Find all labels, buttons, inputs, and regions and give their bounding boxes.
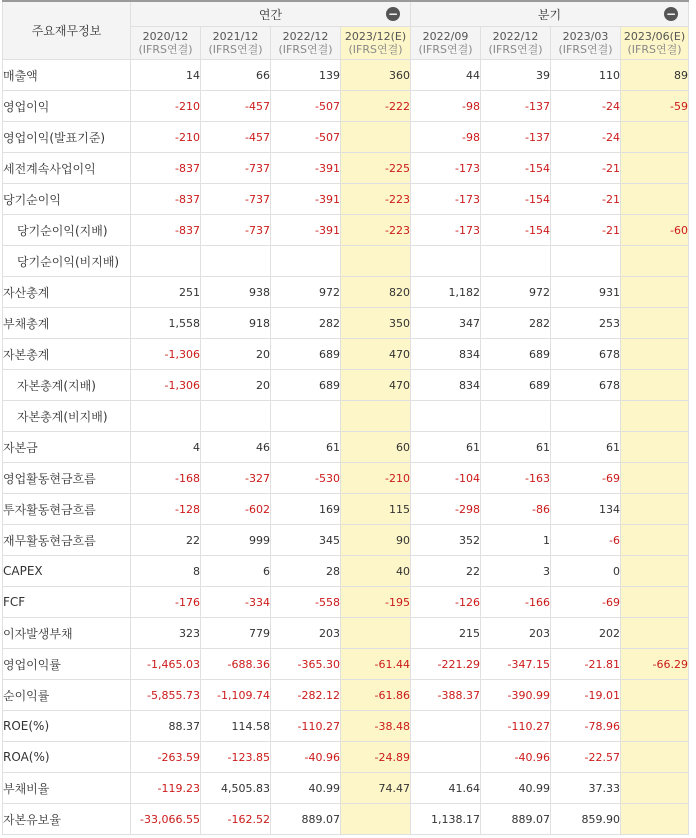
row-label: 자본유보율 (3, 804, 131, 835)
period-basis: (IFRS연결) (418, 43, 473, 56)
period-basis: (IFRS연결) (138, 43, 193, 56)
period-date: 2023/12(E) (344, 30, 407, 43)
value-cell: 40.99 (481, 773, 551, 804)
group-header-row (3, 1, 689, 27)
value-cell: 323 (131, 618, 201, 649)
value-cell: -61.44 (341, 649, 411, 680)
row-label: 세전계속사업이익 (3, 153, 131, 184)
value-cell: -391 (271, 184, 341, 215)
value-cell: 470 (341, 370, 411, 401)
value-cell: -365.30 (271, 649, 341, 680)
value-cell (411, 401, 481, 432)
table-row (3, 525, 689, 556)
table-row (3, 556, 689, 587)
value-cell: -98 (411, 122, 481, 153)
value-cell (621, 432, 689, 463)
value-cell: -390.99 (481, 680, 551, 711)
value-cell: 61 (271, 432, 341, 463)
value-cell: -391 (271, 153, 341, 184)
value-cell: 14 (131, 60, 201, 91)
table-row (3, 618, 689, 649)
value-cell: -837 (131, 184, 201, 215)
table-row (3, 60, 689, 91)
value-cell: 139 (271, 60, 341, 91)
value-cell: 20 (201, 370, 271, 401)
row-label: 순이익률 (3, 680, 131, 711)
value-cell: -119.23 (131, 773, 201, 804)
value-cell: -166 (481, 587, 551, 618)
table-row (3, 184, 689, 215)
value-cell: -6 (551, 525, 621, 556)
value-cell: 215 (411, 618, 481, 649)
value-cell: -225 (341, 153, 411, 184)
row-label: 영업이익(발표기준) (3, 122, 131, 153)
table-row (3, 804, 689, 835)
annual-group-header (131, 1, 411, 27)
value-cell: 203 (271, 618, 341, 649)
value-cell (341, 618, 411, 649)
value-cell: -24 (551, 91, 621, 122)
value-cell: -388.37 (411, 680, 481, 711)
value-cell (621, 742, 689, 773)
value-cell: -210 (131, 122, 201, 153)
table-row (3, 215, 689, 246)
value-cell: -602 (201, 494, 271, 525)
value-cell (621, 184, 689, 215)
value-cell: -457 (201, 122, 271, 153)
period-header (131, 27, 201, 60)
row-label: 자본총계(지배) (3, 370, 131, 401)
value-cell: 61 (481, 432, 551, 463)
row-label: 영업활동현금흐름 (3, 463, 131, 494)
value-cell: -40.96 (481, 742, 551, 773)
value-cell: 3 (481, 556, 551, 587)
value-cell: -391 (271, 215, 341, 246)
table-row (3, 711, 689, 742)
row-label: 매출액 (3, 60, 131, 91)
row-label: 자본금 (3, 432, 131, 463)
period-header (201, 27, 271, 60)
value-cell: 22 (411, 556, 481, 587)
value-cell (481, 246, 551, 277)
value-cell: 834 (411, 339, 481, 370)
value-cell: 352 (411, 525, 481, 556)
value-cell: -176 (131, 587, 201, 618)
period-header (621, 27, 689, 60)
value-cell: -737 (201, 215, 271, 246)
table-row (3, 153, 689, 184)
table-row (3, 649, 689, 680)
value-cell: -837 (131, 153, 201, 184)
value-cell (621, 277, 689, 308)
value-cell: 834 (411, 370, 481, 401)
row-label: 투자활동현금흐름 (3, 494, 131, 525)
value-cell: -558 (271, 587, 341, 618)
value-cell (621, 246, 689, 277)
value-cell: -78.96 (551, 711, 621, 742)
period-date: 2023/06(E) (623, 30, 686, 43)
value-cell: -21 (551, 153, 621, 184)
period-basis: (IFRS연결) (488, 43, 543, 56)
value-cell (621, 494, 689, 525)
value-cell: 0 (551, 556, 621, 587)
value-cell: 20 (201, 339, 271, 370)
value-cell: 41.64 (411, 773, 481, 804)
row-label: 이자발생부채 (3, 618, 131, 649)
value-cell: -98 (411, 91, 481, 122)
row-label: 영업이익 (3, 91, 131, 122)
value-cell: -688.36 (201, 649, 271, 680)
value-cell: 689 (271, 370, 341, 401)
value-cell: -38.48 (341, 711, 411, 742)
value-cell: 820 (341, 277, 411, 308)
value-cell (621, 525, 689, 556)
table-row (3, 463, 689, 494)
period-basis: (IFRS연결) (627, 43, 682, 56)
value-cell: -86 (481, 494, 551, 525)
value-cell (621, 587, 689, 618)
value-cell (621, 339, 689, 370)
value-cell (131, 401, 201, 432)
value-cell: 889.07 (481, 804, 551, 835)
value-cell: 918 (201, 308, 271, 339)
value-cell (621, 370, 689, 401)
value-cell: 4,505.83 (201, 773, 271, 804)
value-cell: 938 (201, 277, 271, 308)
period-basis: (IFRS연결) (278, 43, 333, 56)
value-cell: 678 (551, 339, 621, 370)
table-row (3, 91, 689, 122)
period-date: 2022/09 (422, 30, 469, 43)
value-cell: -298 (411, 494, 481, 525)
value-cell: -223 (341, 215, 411, 246)
row-label: 영업이익률 (3, 649, 131, 680)
value-cell: 28 (271, 556, 341, 587)
quarter-label: 분기 (537, 7, 562, 22)
value-cell: 347 (411, 308, 481, 339)
value-cell: -33,066.55 (131, 804, 201, 835)
value-cell: -5,855.73 (131, 680, 201, 711)
value-cell (341, 401, 411, 432)
value-cell: 90 (341, 525, 411, 556)
value-cell: -128 (131, 494, 201, 525)
table-row (3, 401, 689, 432)
value-cell: 202 (551, 618, 621, 649)
value-cell (201, 246, 271, 277)
value-cell: 6 (201, 556, 271, 587)
value-cell (551, 246, 621, 277)
row-label: FCF (3, 587, 131, 618)
value-cell: -137 (481, 122, 551, 153)
table-row (3, 587, 689, 618)
value-cell: 46 (201, 432, 271, 463)
row-label: 자산총계 (3, 277, 131, 308)
quarter-collapse-icon[interactable]: − (665, 7, 677, 21)
value-cell: -507 (271, 91, 341, 122)
value-cell: 169 (271, 494, 341, 525)
value-cell: 66 (201, 60, 271, 91)
value-cell: 40 (341, 556, 411, 587)
value-cell (131, 246, 201, 277)
value-cell: -110.27 (271, 711, 341, 742)
value-cell: -507 (271, 122, 341, 153)
value-cell: 4 (131, 432, 201, 463)
period-basis: (IFRS연결) (558, 43, 613, 56)
value-cell: -173 (411, 153, 481, 184)
value-cell: -737 (201, 184, 271, 215)
value-cell: -168 (131, 463, 201, 494)
table-row (3, 308, 689, 339)
value-cell: -1,109.74 (201, 680, 271, 711)
value-cell: 1,182 (411, 277, 481, 308)
value-cell: -154 (481, 153, 551, 184)
value-cell (411, 742, 481, 773)
value-cell: -163 (481, 463, 551, 494)
value-cell: -24.89 (341, 742, 411, 773)
value-cell: -154 (481, 184, 551, 215)
value-cell: -69 (551, 587, 621, 618)
row-label: 당기순이익 (3, 184, 131, 215)
value-cell (551, 401, 621, 432)
value-cell: 689 (481, 370, 551, 401)
period-date: 2022/12 (282, 30, 329, 43)
period-basis: (IFRS연결) (208, 43, 263, 56)
table-row (3, 494, 689, 525)
value-cell: 203 (481, 618, 551, 649)
value-cell: -210 (131, 91, 201, 122)
value-cell: -123.85 (201, 742, 271, 773)
value-cell: 61 (551, 432, 621, 463)
value-cell: 1,138.17 (411, 804, 481, 835)
value-cell: -40.96 (271, 742, 341, 773)
table-title: 주요재무정보 (3, 1, 131, 60)
value-cell: -21.81 (551, 649, 621, 680)
value-cell: 61 (411, 432, 481, 463)
table-row (3, 773, 689, 804)
value-cell: -457 (201, 91, 271, 122)
period-date: 2022/12 (492, 30, 539, 43)
value-cell: -60 (621, 215, 689, 246)
value-cell: 40.99 (271, 773, 341, 804)
value-cell: -137 (481, 91, 551, 122)
value-cell: 74.47 (341, 773, 411, 804)
table-row (3, 122, 689, 153)
table-row (3, 432, 689, 463)
value-cell: -69 (551, 463, 621, 494)
value-cell: -22.57 (551, 742, 621, 773)
row-label: 자본총계(비지배) (3, 401, 131, 432)
value-cell: 859.90 (551, 804, 621, 835)
value-cell (481, 401, 551, 432)
value-cell: -210 (341, 463, 411, 494)
value-cell: 88.37 (131, 711, 201, 742)
value-cell: -282.12 (271, 680, 341, 711)
value-cell (621, 556, 689, 587)
value-cell: -24 (551, 122, 621, 153)
row-label: ROA(%) (3, 742, 131, 773)
table-row (3, 246, 689, 277)
period-date: 2023/03 (562, 30, 609, 43)
value-cell: -1,306 (131, 370, 201, 401)
value-cell (621, 680, 689, 711)
value-cell: 253 (551, 308, 621, 339)
row-label: 당기순이익(지배) (3, 215, 131, 246)
value-cell: 44 (411, 60, 481, 91)
value-cell: 345 (271, 525, 341, 556)
value-cell (621, 308, 689, 339)
value-cell: 89 (621, 60, 689, 91)
value-cell: -347.15 (481, 649, 551, 680)
value-cell (621, 618, 689, 649)
value-cell: 134 (551, 494, 621, 525)
value-cell: 8 (131, 556, 201, 587)
period-date: 2020/12 (142, 30, 189, 43)
period-header (271, 27, 341, 60)
value-cell: -19.01 (551, 680, 621, 711)
row-label: ROE(%) (3, 711, 131, 742)
value-cell: 37.33 (551, 773, 621, 804)
value-cell: -222 (341, 91, 411, 122)
value-cell (621, 401, 689, 432)
value-cell: 931 (551, 277, 621, 308)
quarter-group-header (411, 1, 689, 27)
value-cell (341, 804, 411, 835)
value-cell: -61.86 (341, 680, 411, 711)
table-body (3, 60, 689, 835)
value-cell (621, 773, 689, 804)
value-cell: 1,558 (131, 308, 201, 339)
value-cell: 282 (481, 308, 551, 339)
value-cell: 1 (481, 525, 551, 556)
value-cell: -327 (201, 463, 271, 494)
value-cell: -104 (411, 463, 481, 494)
value-cell (271, 401, 341, 432)
value-cell: 39 (481, 60, 551, 91)
value-cell: 60 (341, 432, 411, 463)
value-cell (621, 711, 689, 742)
value-cell (621, 153, 689, 184)
period-header (551, 27, 621, 60)
value-cell: -59 (621, 91, 689, 122)
value-cell: -530 (271, 463, 341, 494)
value-cell: -126 (411, 587, 481, 618)
value-cell: -737 (201, 153, 271, 184)
value-cell: 282 (271, 308, 341, 339)
financial-summary-table (2, 0, 689, 835)
table-row (3, 742, 689, 773)
value-cell: 360 (341, 60, 411, 91)
value-cell: -110.27 (481, 711, 551, 742)
period-date: 2021/12 (212, 30, 259, 43)
value-cell: 689 (481, 339, 551, 370)
value-cell: -173 (411, 215, 481, 246)
value-cell: 779 (201, 618, 271, 649)
value-cell: 251 (131, 277, 201, 308)
value-cell: 350 (341, 308, 411, 339)
period-basis: (IFRS연결) (348, 43, 403, 56)
table-row (3, 277, 689, 308)
value-cell (271, 246, 341, 277)
row-label: 재무활동현금흐름 (3, 525, 131, 556)
value-cell: -195 (341, 587, 411, 618)
value-cell (411, 246, 481, 277)
table-row (3, 339, 689, 370)
value-cell: 110 (551, 60, 621, 91)
value-cell: -66.29 (621, 649, 689, 680)
period-header (341, 27, 411, 60)
value-cell (621, 804, 689, 835)
value-cell (201, 401, 271, 432)
row-label: 부채비율 (3, 773, 131, 804)
value-cell (341, 122, 411, 153)
value-cell: -1,465.03 (131, 649, 201, 680)
value-cell: -21 (551, 215, 621, 246)
value-cell: 114.58 (201, 711, 271, 742)
value-cell: 470 (341, 339, 411, 370)
table-row (3, 680, 689, 711)
row-label: 자본총계 (3, 339, 131, 370)
value-cell (411, 711, 481, 742)
value-cell: 689 (271, 339, 341, 370)
value-cell: -21 (551, 184, 621, 215)
value-cell: -837 (131, 215, 201, 246)
row-label: 당기순이익(비지배) (3, 246, 131, 277)
value-cell: 115 (341, 494, 411, 525)
row-label: 부채총계 (3, 308, 131, 339)
row-label: CAPEX (3, 556, 131, 587)
value-cell: -154 (481, 215, 551, 246)
value-cell: 972 (481, 277, 551, 308)
annual-collapse-icon[interactable]: − (387, 7, 399, 21)
period-header (481, 27, 551, 60)
value-cell: 889.07 (271, 804, 341, 835)
value-cell: -162.52 (201, 804, 271, 835)
value-cell: -173 (411, 184, 481, 215)
value-cell: 972 (271, 277, 341, 308)
value-cell: 22 (131, 525, 201, 556)
value-cell: -334 (201, 587, 271, 618)
value-cell: -1,306 (131, 339, 201, 370)
period-header (411, 27, 481, 60)
value-cell (341, 246, 411, 277)
value-cell: -223 (341, 184, 411, 215)
table-row (3, 370, 689, 401)
value-cell: 999 (201, 525, 271, 556)
annual-label: 연간 (258, 7, 283, 22)
value-cell (621, 463, 689, 494)
value-cell: -263.59 (131, 742, 201, 773)
value-cell (621, 122, 689, 153)
value-cell: -221.29 (411, 649, 481, 680)
value-cell: 678 (551, 370, 621, 401)
